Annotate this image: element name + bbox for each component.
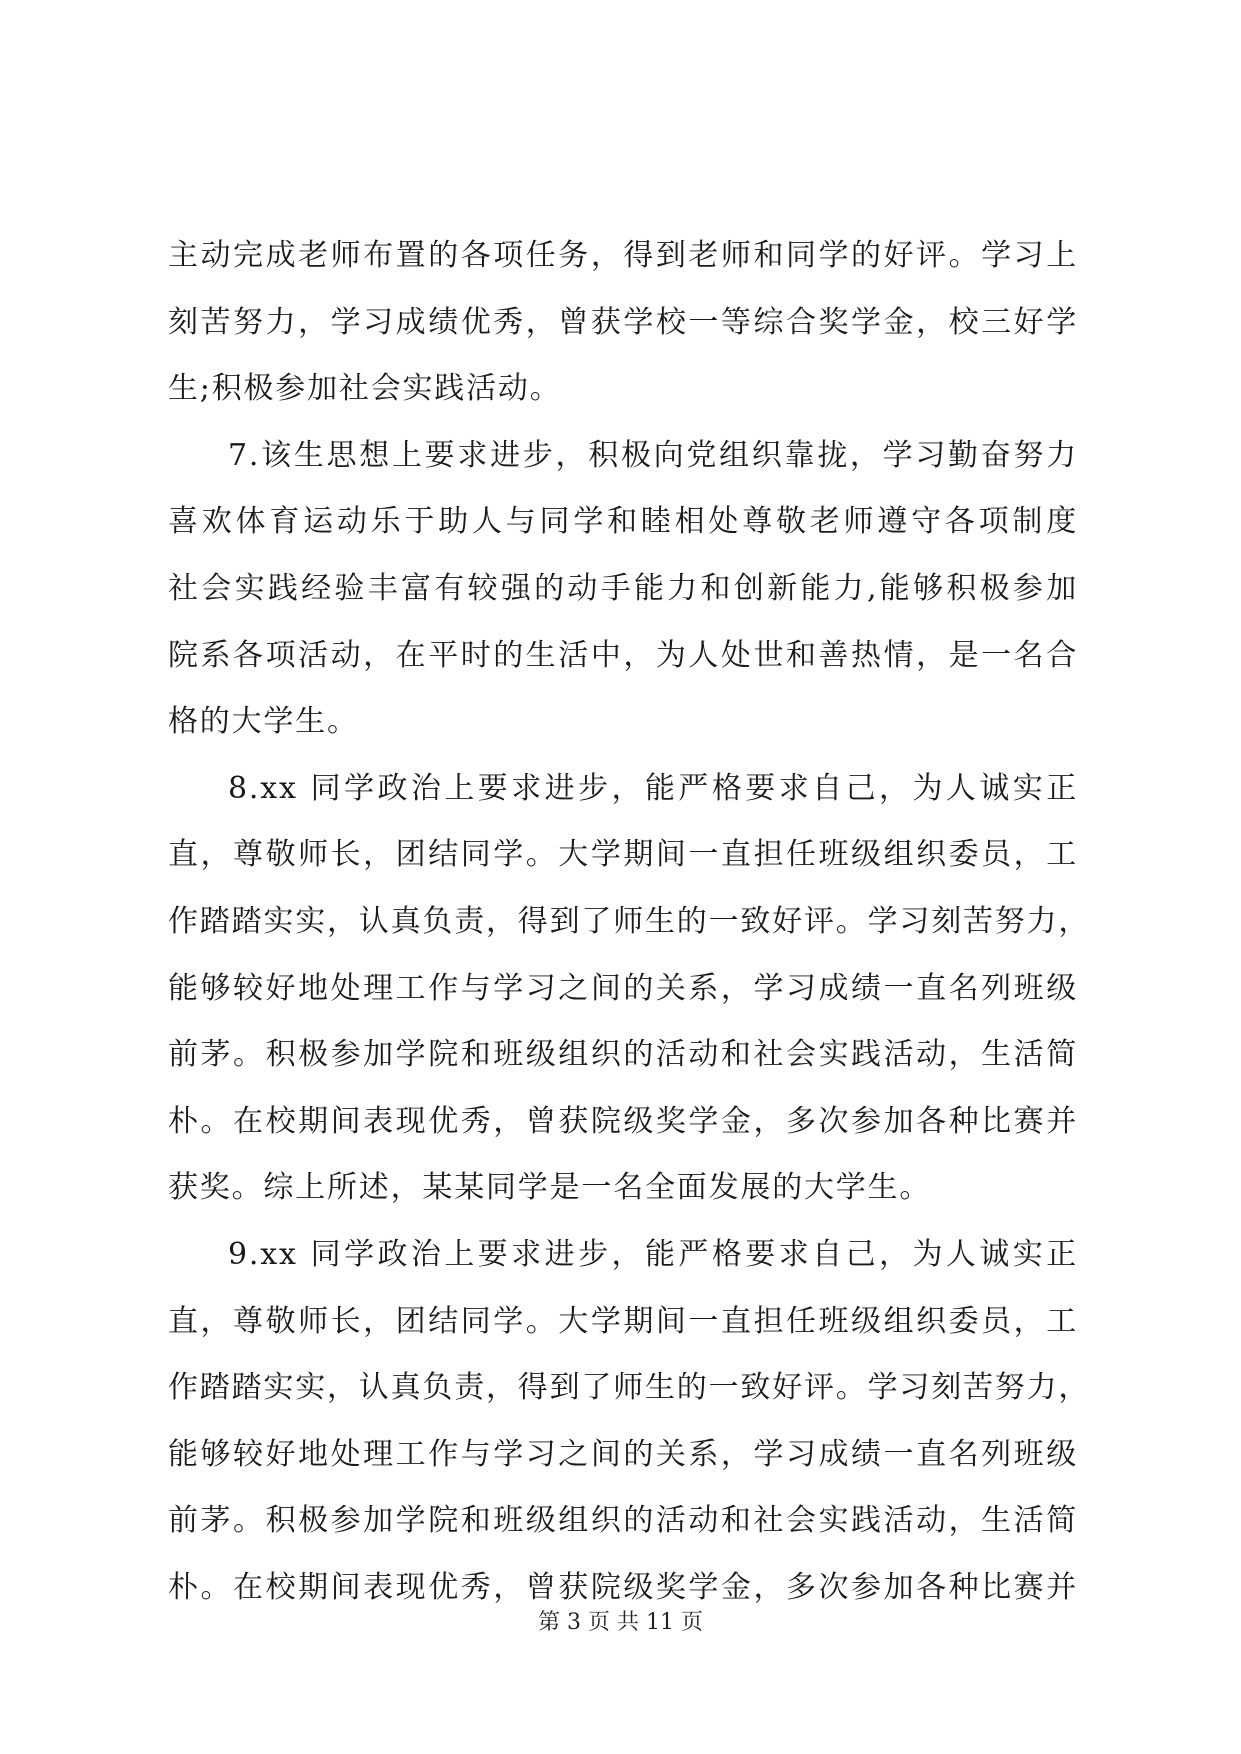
text-line: 喜欢体育运动乐于助人与同学和睦相处尊敬老师遵守各项制度	[168, 504, 1078, 540]
text-line: 作踏踏实实，认真负责，得到了师生的一致好评。学习刻苦努力，	[168, 1370, 1091, 1406]
text-line: 作踏踏实实，认真负责，得到了师生的一致好评。学习刻苦努力，	[168, 903, 1091, 939]
text-line: 社会实践经验丰富有较强的动手能力和创新能力,能够积极参加	[168, 570, 1078, 606]
text-line: 生;积极参加社会实践活动。	[168, 371, 562, 407]
text-line: 院系各项活动，在平时的生活中，为人处世和善热情，是一名合	[168, 637, 1078, 673]
text-line: 格的大学生。	[168, 704, 359, 740]
text-line: 朴。在校期间表现优秀，曾获院级奖学金，多次参加各种比赛并	[168, 1569, 1078, 1605]
text-line: 前茅。积极参加学院和班级组织的活动和社会实践活动，生活简	[168, 1503, 1078, 1539]
paragraph-9-first-line: 9.xx 同学政治上要求进步，能严格要求自己，为人诚实正	[228, 1236, 1078, 1272]
text-line: 主动完成老师布置的各项任务，得到老师和同学的好评。学习上	[168, 238, 1078, 273]
text-line: 直，尊敬师长，团结同学。大学期间一直担任班级组织委员，工	[168, 1303, 1078, 1339]
page-number-footer: 第 3 页 共 11 页	[538, 1610, 703, 1635]
paragraph-8-first-line: 8.xx 同学政治上要求进步，能严格要求自己，为人诚实正	[228, 770, 1078, 806]
text-line: 朴。在校期间表现优秀，曾获院级奖学金，多次参加各种比赛并	[168, 1103, 1078, 1139]
text-line: 获奖。综上所述，某某同学是一名全面发展的大学生。	[168, 1170, 932, 1206]
paragraph-7-first-line: 7.该生思想上要求进步，积极向党组织靠拢，学习勤奋努力	[228, 437, 1078, 473]
body-text	[168, 223, 1091, 1621]
text-line: 前茅。积极参加学院和班级组织的活动和社会实践活动，生活简	[168, 1037, 1078, 1073]
text-line: 直，尊敬师长，团结同学。大学期间一直担任班级组织委员，工	[168, 837, 1078, 873]
text-line: 能够较好地处理工作与学习之间的关系，学习成绩一直名列班级	[168, 970, 1078, 1006]
text-line: 刻苦努力，学习成绩优秀，曾获学校一等综合奖学金，校三好学	[168, 304, 1078, 340]
text-line: 能够较好地处理工作与学习之间的关系，学习成绩一直名列班级	[168, 1436, 1078, 1472]
